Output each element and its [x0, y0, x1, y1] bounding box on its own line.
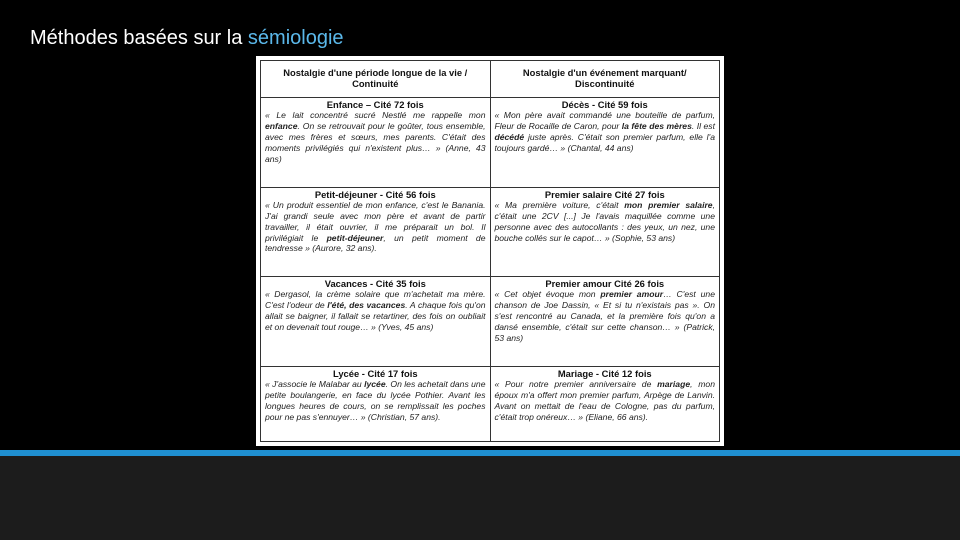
table-cell — [490, 98, 720, 188]
quote-keyword: l'été, des vacances — [327, 300, 406, 311]
cell-heading: Décès - Cité 59 fois — [561, 99, 648, 110]
cell-quote — [495, 379, 716, 423]
table-cell — [261, 366, 491, 441]
quote-text: « Un produit essentiel de mon enfance, c'est le Banania. J'ai grandi seule avec mon père et avant de partir travailler, il était ouvrier, il me préparait un bol. Il privilégiait le — [265, 199, 486, 243]
quote-text: , un petit moment de tendresse » (Aurore, 32 ans). — [265, 232, 486, 254]
table-row — [261, 98, 720, 188]
quote-text: , c'était une 2CV [...] Je l'avais maquillée comme une personne avec des autocollants : des yeux, un nez, une bouche collés sur le capot… » (Sophie, 53 ans) — [494, 199, 715, 243]
table-cell — [261, 187, 491, 277]
slide-title — [30, 27, 344, 50]
quote-keyword: petit-déjeuner — [326, 232, 384, 243]
table-cell — [490, 277, 720, 367]
quote-text: juste après. C'était son premier parfum, elle l'a toujours gardé… » (Chantal, 44 ans) — [494, 132, 715, 153]
citation-table-image — [256, 56, 724, 446]
cell-quote — [265, 289, 486, 333]
cell-heading: Mariage - Cité 12 fois — [557, 367, 652, 379]
table-row — [261, 277, 720, 367]
header-continuite: Nostalgie d'une période longue de la vie / Continuité — [261, 61, 491, 98]
table-header-row — [261, 61, 720, 98]
cell-heading: Premier salaire Cité 27 fois — [544, 188, 665, 200]
table-cell — [490, 366, 720, 441]
citation-table — [260, 60, 720, 442]
cell-quote — [265, 379, 486, 423]
cell-heading: Premier amour Cité 26 fois — [545, 278, 665, 290]
cell-quote — [495, 289, 716, 344]
table-cell — [490, 187, 720, 277]
cell-quote — [265, 110, 486, 165]
cell-quote — [495, 200, 716, 244]
quote-text: . Il est — [691, 121, 715, 132]
cell-heading: Lycée - Cité 17 fois — [332, 367, 418, 379]
quote-text: . On les achetait dans une petite boulangerie, en face du lycée Pothier. Avant les longues heures de cours, on se remplissait les poches pour ne pas s'ennuyer… » (Christian, 57 ans). — [265, 378, 486, 422]
quote-text: « Le lait concentré sucré Nestlé me rappelle mon — [265, 110, 486, 121]
quote-text: « Ma première voiture, c'était — [494, 199, 625, 210]
cell-quote — [265, 200, 486, 255]
quote-text: « J'associe le Malabar au — [265, 378, 365, 389]
cell-quote — [495, 110, 716, 154]
quote-keyword: premier amour — [600, 289, 664, 300]
quote-text: … C'est une chanson de Joe Dassin, « Et si tu n'existais pas ». On s'est rencontré au Canada, et la première fois qu'on a dansé ensemble, c'était sur cette chanson… » (Patrick, 53 ans) — [494, 289, 715, 343]
quote-text: « Pour notre premier anniversaire de — [494, 378, 658, 389]
table-row — [261, 187, 720, 277]
header-discontinuite: Nostalgie d'un événement marquant/ Discontinuité — [490, 61, 720, 98]
slide-title-prefix: Méthodes basées sur la — [30, 27, 248, 49]
quote-keyword: mon premier salaire — [624, 199, 713, 210]
quote-text: « Mon père avait commandé une bouteille de parfum, Fleur de Rocaille de Caron, pour — [494, 110, 715, 132]
quote-keyword: lycée — [364, 378, 386, 389]
quote-keyword: enfance — [265, 121, 298, 132]
quote-text: « Cet objet évoque mon — [494, 289, 601, 300]
table-row — [261, 366, 720, 441]
table-cell — [261, 277, 491, 367]
cell-heading: Vacances - Cité 35 fois — [324, 278, 426, 290]
quote-keyword: mariage — [657, 378, 691, 389]
quote-keyword: la fête des mères — [621, 121, 692, 132]
quote-text: , mon époux m'a offert mon premier parfum, Arpège de Lanvin. Avant on mettait de l'eau de Cologne, pas du parfum, c'était trop onéreux… » (Eliane, 66 ans). — [494, 378, 715, 422]
table-cell — [261, 98, 491, 188]
cell-heading: Enfance – Cité 72 fois — [326, 99, 424, 110]
quote-text: . On se retrouvait pour le goûter, tous ensemble, avec mes frères et sœurs, mes parents. C'était des moments privilégiés qui n'existent plus… » (Anne, 43 ans) — [265, 121, 486, 164]
cell-heading: Petit-déjeuner - Cité 56 fois — [314, 188, 436, 200]
slide-footer — [0, 456, 960, 540]
quote-keyword: décédé — [494, 132, 525, 143]
quote-text: « Dergasol, la crème solaire que m'achetait ma mère. C'est l'odeur de — [265, 289, 486, 311]
quote-text: . A chaque fois qu'on allait se baigner, il fallait se retartiner, des fois on oubliait et on devenait tout rouge… » (Yves, 45 ans) — [265, 300, 486, 333]
slide-title-highlight: sémiologie — [247, 27, 344, 49]
